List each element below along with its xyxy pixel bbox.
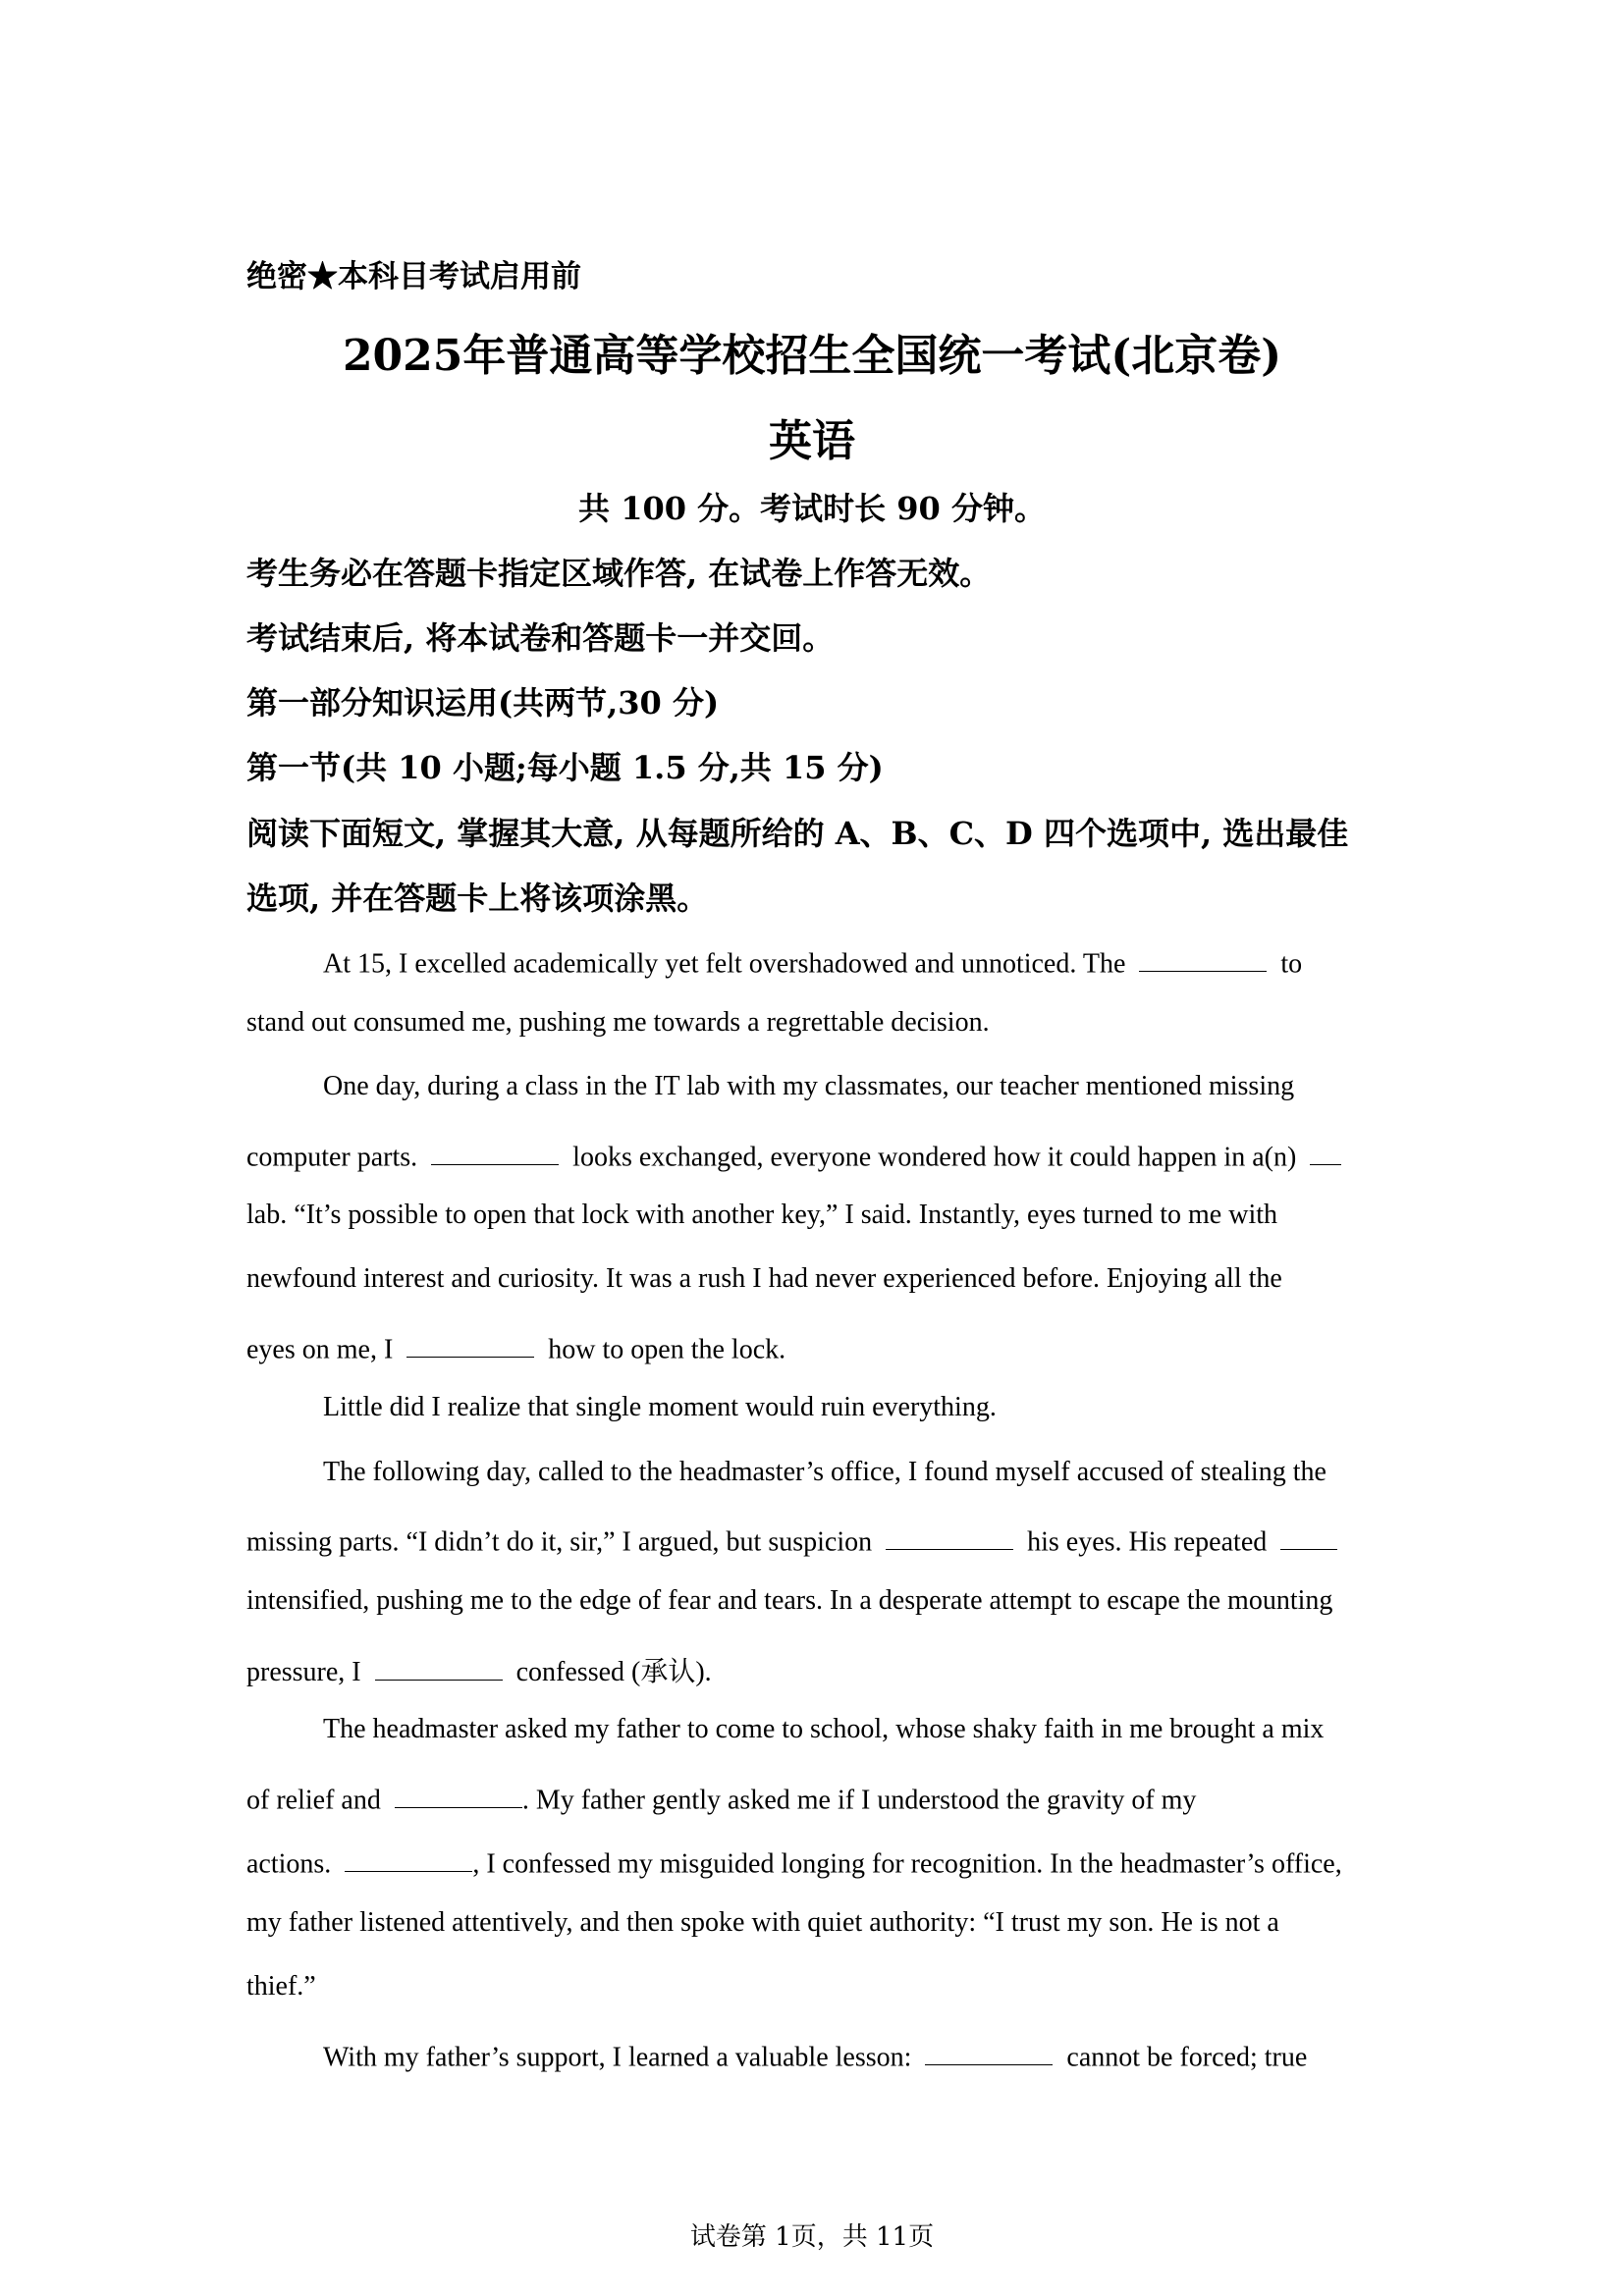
passage-line	[246, 1521, 1337, 1558]
instruction-line-1: 考生务必在答题卡指定区域作答, 在试卷上作答无效。	[246, 555, 992, 592]
passage-text: With my father’s support, I learned a valuable lesson:	[323, 2042, 912, 2073]
passage-text: . My father gently asked me if I understood the gravity of my	[521, 1785, 1197, 1816]
passage-text: looks exchanged, everyone wondered how it could happen in a(n)	[572, 1142, 1297, 1173]
answer-blank	[886, 1521, 1013, 1550]
passage-text: computer parts.	[246, 1142, 418, 1173]
answer-blank	[1280, 1521, 1337, 1550]
directions-line-2: 选项, 并在答题卡上将该项涂黑。	[246, 880, 709, 917]
passage-text: of relief and	[246, 1785, 381, 1816]
answer-blank	[431, 1136, 559, 1165]
answer-blank	[395, 1779, 522, 1808]
passage-line: One day, during a class in the IT lab with my classmates, our teacher mentioned missing	[323, 1071, 1295, 1101]
score-duration-line: 共 100 分。考试时长 90 分钟。	[578, 490, 1046, 527]
passage-line	[323, 2036, 1307, 2073]
page-footer: 试卷第 1页，共 11页	[689, 2222, 935, 2252]
subject-title: 英语	[769, 416, 855, 466]
passage-text: cannot be forced; true	[1066, 2042, 1308, 2073]
passage-line: thief.”	[246, 1971, 316, 2002]
passage-line	[323, 942, 1302, 980]
passage-line	[246, 1779, 1196, 1816]
passage-line: newfound interest and curiosity. It was a rush I had never experienced before. Enjoying all the	[246, 1263, 1282, 1294]
answer-blank	[375, 1651, 503, 1681]
passage-line: The following day, called to the headmaster’s office, I found myself accused of stealing the	[323, 1457, 1326, 1487]
answer-blank	[345, 1842, 472, 1872]
passage-line: intensified, pushing me to the edge of fear and tears. In a desperate attempt to escape the mounting	[246, 1585, 1333, 1616]
instruction-line-2: 考试结束后, 将本试卷和答题卡一并交回。	[246, 619, 835, 657]
answer-blank	[925, 2036, 1053, 2065]
passage-line	[246, 1136, 1341, 1173]
passage-text: At 15, I excelled academically yet felt overshadowed and unnoticed. The	[323, 948, 1126, 980]
passage-text: his eyes. His repeated	[1027, 1526, 1268, 1558]
passage-line	[246, 1650, 712, 1689]
answer-blank	[406, 1328, 534, 1358]
passage-line: The headmaster asked my father to come to school, whose shaky faith in me brought a mix	[323, 1714, 1325, 1744]
passage-text: missing parts. “I didn’t do it, sir,” I argued, but suspicion	[246, 1526, 873, 1558]
passage-text: , I confessed my misguided longing for recognition. In the headmaster’s office,	[472, 1848, 1342, 1880]
passage-line: my father listened attentively, and then spoke with quiet authority: “I trust my son. He is not a	[246, 1907, 1279, 1938]
passage-line: stand out consumed me, pushing me towards a regrettable decision.	[246, 1007, 990, 1038]
passage-text: pressure, I	[246, 1657, 361, 1687]
passage-text: confessed (承认).	[515, 1657, 712, 1687]
answer-blank	[1139, 942, 1267, 972]
passage-text: eyes on me, I	[246, 1334, 394, 1365]
confidential-notice: 绝密★本科目考试启用前	[246, 259, 581, 294]
part-heading: 第一部分知识运用(共两节,30 分)	[246, 684, 720, 721]
exam-title: 2025年普通高等学校招生全国统一考试(北京卷)	[342, 331, 1282, 381]
passage-line	[246, 1842, 1342, 1880]
passage-line: Little did I realize that single moment would ruin everything.	[323, 1392, 997, 1422]
answer-blank	[1310, 1136, 1341, 1165]
directions-line-1: 阅读下面短文, 掌握其大意, 从每题所给的 A、B、C、D 四个选项中, 选出最佳	[246, 815, 1349, 852]
passage-line: lab. “It’s possible to open that lock with another key,” I said. Instantly, eyes turned to me with	[246, 1200, 1278, 1230]
passage-text: to	[1280, 948, 1303, 980]
passage-text: how to open the lock.	[548, 1334, 786, 1365]
passage-text: actions.	[246, 1848, 332, 1880]
passage-line	[246, 1328, 785, 1365]
section-heading: 第一节(共 10 小题;每小题 1.5 分,共 15 分)	[246, 749, 884, 786]
